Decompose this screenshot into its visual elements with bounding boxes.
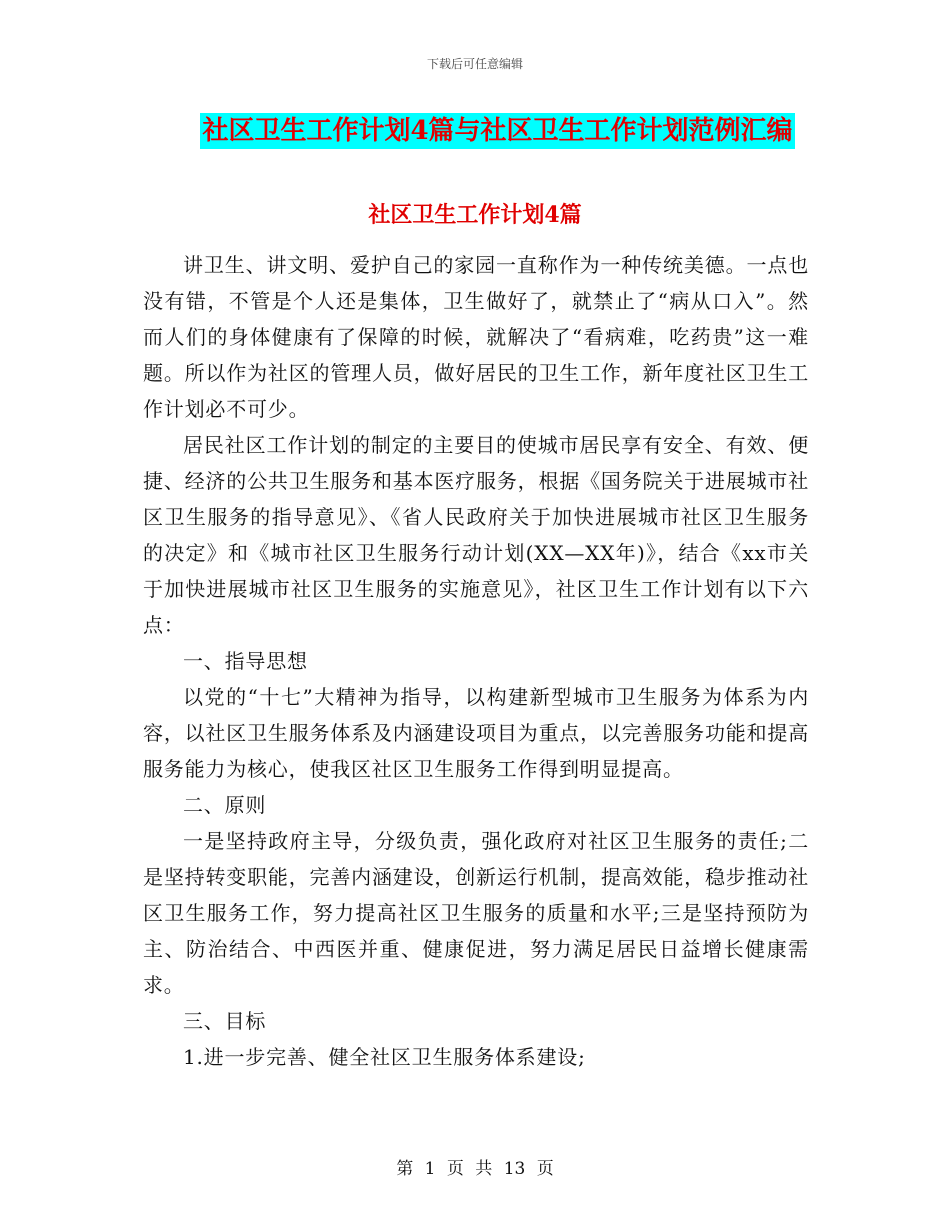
heading-guiding-thought: 一、指导思想 xyxy=(183,649,308,673)
paragraph: 一是坚持政府主导，分级负责，强化政府对社区卫生服务的责任;二是坚持转变职能，完善内涵建设，创新运行机制，提高效能，稳步推动社区卫生服务工作，努力提高社区卫生服务的质量和水平;三是坚持预防为主、防治结合、中西医并重、健康促进，努力满足居民日益增长健康需求。 xyxy=(143,829,809,997)
page-header-note: 下载后可任意编辑 xyxy=(426,57,523,71)
main-title: 社区卫生工作计划4篇与社区卫生工作计划范例汇编 xyxy=(200,113,794,149)
heading-principles: 二、原则 xyxy=(183,793,267,817)
list-item: 1.进一步完善、健全社区卫生服务体系建设; xyxy=(183,1045,586,1069)
page-number: 第 1 页 共 13 页 xyxy=(396,1159,554,1179)
paragraph: 讲卫生、讲文明、爱护自己的家园一直称作为一种传统美德。一点也没有错，不管是个人还是集体，卫生做好了，就禁止了“病从口入”。然而人们的身体健康有了保障的时候，就解决了“看病难，吃药贵”这一难题。所以作为社区的管理人员，做好居民的卫生工作，新年度社区卫生工作计划必不可少。 xyxy=(143,253,809,421)
document-body xyxy=(143,247,809,1075)
paragraph: 居民社区工作计划的制定的主要目的使城市居民享有安全、有效、便捷、经济的公共卫生服务和基本医疗服务，根据《国务院关于进展城市社区卫生服务的指导意见》、《省人民政府关于加快进展城市社区卫生服务的决定》和《城市社区卫生服务行动计划(XX—XX年)》，结合《xx市关于加快进展城市社区卫生服务的实施意见》，社区卫生工作计划有以下六点： xyxy=(143,433,809,637)
main-title-container xyxy=(0,113,950,149)
paragraph: 以党的“十七”大精神为指导，以构建新型城市卫生服务为体系为内容，以社区卫生服务体系及内涵建设项目为重点，以完善服务功能和提高服务能力为核心，使我区社区卫生服务工作得到明显提高。 xyxy=(143,685,809,781)
section-title: 社区卫生工作计划4篇 xyxy=(368,202,582,228)
heading-goals: 三、目标 xyxy=(183,1009,267,1033)
